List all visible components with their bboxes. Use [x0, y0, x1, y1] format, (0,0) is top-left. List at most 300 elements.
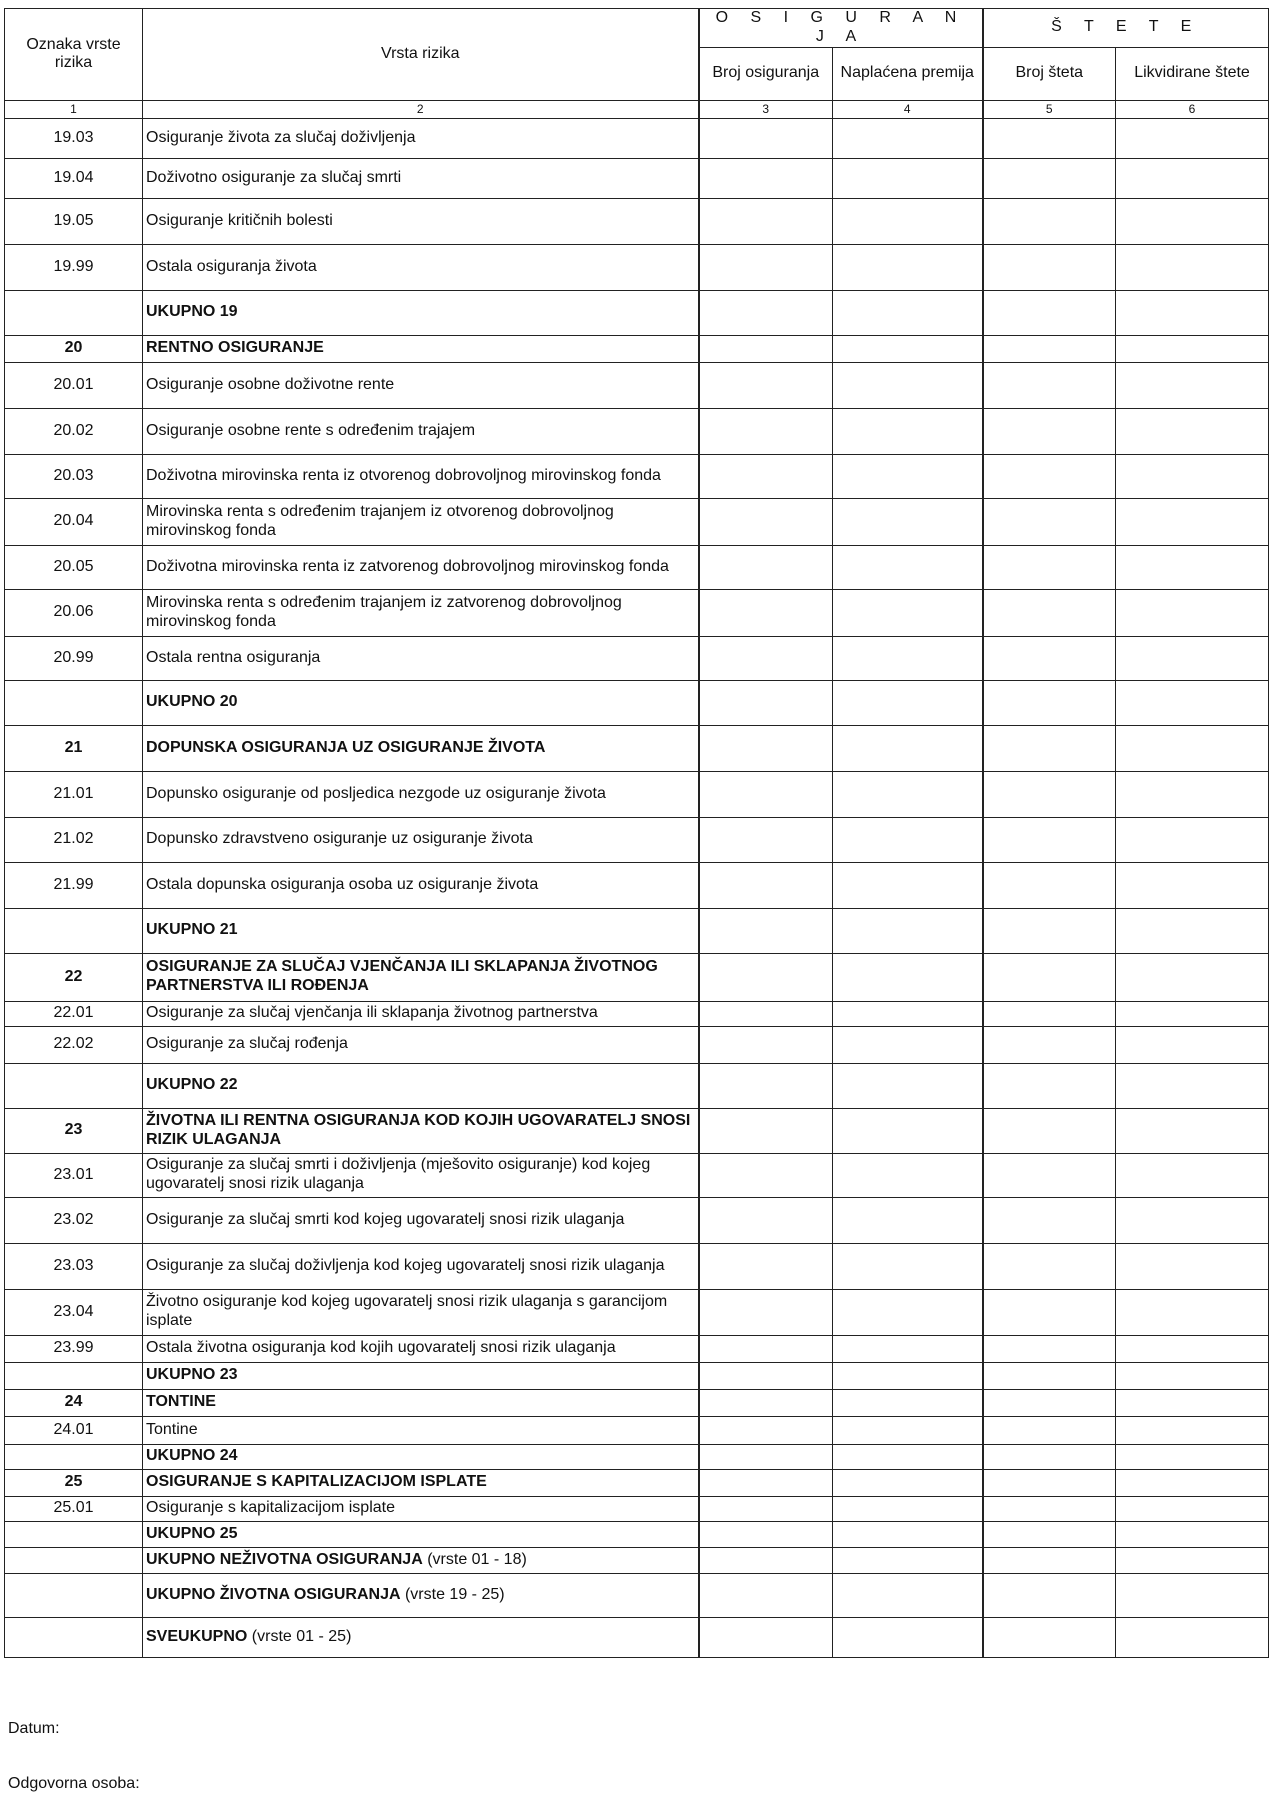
policy-count-cell[interactable]: [699, 1243, 833, 1289]
risk-code: 22.02: [5, 1026, 143, 1063]
claims-count-cell[interactable]: [983, 1001, 1116, 1026]
risk-name-text: Osiguranje osobne doživotne rente: [146, 375, 395, 393]
insurance-report-table: [4, 8, 1269, 1658]
risk-code: 23.02: [5, 1197, 143, 1243]
column-number: 5: [983, 100, 1116, 118]
risk-code: 20.04: [5, 498, 143, 545]
table-row: [5, 771, 1269, 817]
risk-code: 19.03: [5, 118, 143, 158]
risk-name-text: TONTINE: [146, 1393, 216, 1411]
risk-name-text: Osiguranje za slučaj smrti i doživljenja (mješovito osiguranje) kod kojeg ugovaratelj snosi rizik ulaganja: [146, 1156, 651, 1193]
risk-range-suffix: (vrste 19 - 25): [400, 1585, 505, 1603]
premium-collected-cell[interactable]: [833, 1063, 983, 1108]
risk-name-text: UKUPNO 23: [146, 1366, 238, 1384]
premium-collected-cell[interactable]: [833, 725, 983, 771]
risk-code: 25: [5, 1469, 143, 1496]
risk-code: 21.99: [5, 862, 143, 908]
policy-count-cell[interactable]: [699, 817, 833, 862]
total-row: [5, 1362, 1269, 1389]
risk-name-text: UKUPNO 24: [146, 1447, 238, 1465]
claims-count-cell[interactable]: [983, 545, 1116, 589]
premium-collected-cell[interactable]: [833, 1335, 983, 1362]
header-code-label: Oznaka vrste rizika: [5, 9, 143, 101]
table-row: [5, 545, 1269, 589]
total-row: [5, 680, 1269, 725]
claims-settled-cell[interactable]: [1116, 1026, 1269, 1063]
total-row: [5, 1573, 1269, 1617]
policy-count-cell[interactable]: [699, 1496, 833, 1521]
risk-name-text: Ostala rentna osiguranja: [146, 648, 321, 666]
claims-count-cell[interactable]: [983, 158, 1116, 198]
claims-count-cell[interactable]: [983, 408, 1116, 454]
premium-collected-cell[interactable]: [833, 1108, 983, 1153]
claims-settled-cell[interactable]: [1116, 408, 1269, 454]
premium-collected-cell[interactable]: [833, 1547, 983, 1573]
risk-code: 19.04: [5, 158, 143, 198]
claims-settled-cell[interactable]: [1116, 362, 1269, 408]
table-row: [5, 198, 1269, 244]
risk-name-text: Mirovinska renta s određenim trajanjem iz zatvorenog dobrovoljnog mirovinskog fonda: [146, 593, 622, 630]
risk-name: [143, 1001, 699, 1026]
risk-name: [143, 1469, 699, 1496]
risk-name-text: Dopunsko zdravstveno osiguranje uz osiguranje života: [146, 830, 533, 848]
risk-code: [5, 290, 143, 335]
claims-count-cell[interactable]: [983, 1026, 1116, 1063]
table-row: [5, 817, 1269, 862]
policy-count-cell[interactable]: [699, 362, 833, 408]
claims-count-cell[interactable]: [983, 1335, 1116, 1362]
claims-settled-cell[interactable]: [1116, 158, 1269, 198]
risk-name: [143, 1197, 699, 1243]
column-number: 1: [5, 100, 143, 118]
premium-collected-cell[interactable]: [833, 1469, 983, 1496]
risk-code: 19.99: [5, 244, 143, 290]
claims-count-cell[interactable]: [983, 1521, 1116, 1547]
claims-settled-cell[interactable]: [1116, 1243, 1269, 1289]
claims-settled-cell[interactable]: [1116, 244, 1269, 290]
policy-count-cell[interactable]: [699, 1335, 833, 1362]
risk-name: [143, 1416, 699, 1444]
risk-name: [143, 817, 699, 862]
premium-collected-cell[interactable]: [833, 198, 983, 244]
claims-count-cell[interactable]: [983, 1617, 1116, 1657]
claims-settled-cell[interactable]: [1116, 545, 1269, 589]
premium-collected-cell[interactable]: [833, 771, 983, 817]
risk-name: [143, 1289, 699, 1335]
risk-name: [143, 1617, 699, 1657]
policy-count-cell[interactable]: [699, 1521, 833, 1547]
premium-collected-cell[interactable]: [833, 1243, 983, 1289]
risk-name: [143, 1521, 699, 1547]
claims-settled-cell[interactable]: [1116, 1108, 1269, 1153]
claims-count-cell[interactable]: [983, 817, 1116, 862]
policy-count-cell[interactable]: [699, 1063, 833, 1108]
risk-name-text: Osiguranje osobne rente s određenim trajajem: [146, 421, 476, 439]
claims-count-cell[interactable]: [983, 725, 1116, 771]
group-row: [5, 953, 1269, 1001]
risk-name: [143, 1573, 699, 1617]
claims-count-cell[interactable]: [983, 1389, 1116, 1416]
premium-collected-cell[interactable]: [833, 498, 983, 545]
premium-collected-cell[interactable]: [833, 244, 983, 290]
risk-name: [143, 1026, 699, 1063]
premium-collected-cell[interactable]: [833, 1617, 983, 1657]
risk-name: [143, 725, 699, 771]
claims-count-cell[interactable]: [983, 1063, 1116, 1108]
risk-name-text: UKUPNO 21: [146, 921, 238, 939]
risk-name: [143, 158, 699, 198]
group-row: [5, 1389, 1269, 1416]
policy-count-cell[interactable]: [699, 1416, 833, 1444]
group-row: [5, 725, 1269, 771]
claims-settled-cell[interactable]: [1116, 1573, 1269, 1617]
policy-count-cell[interactable]: [699, 1389, 833, 1416]
header-type-label: Vrsta rizika: [143, 9, 699, 101]
risk-name-text: UKUPNO 20: [146, 693, 238, 711]
claims-settled-cell[interactable]: [1116, 1001, 1269, 1026]
premium-collected-cell[interactable]: [833, 545, 983, 589]
claims-settled-cell[interactable]: [1116, 1362, 1269, 1389]
claims-count-cell[interactable]: [983, 1243, 1116, 1289]
risk-name-text: Osiguranje za slučaj doživljenja kod kojeg ugovaratelj snosi rizik ulaganja: [146, 1256, 665, 1274]
claims-count-cell[interactable]: [983, 862, 1116, 908]
policy-count-cell[interactable]: [699, 198, 833, 244]
policy-count-cell[interactable]: [699, 1362, 833, 1389]
risk-name-text: Osiguranje kritičnih bolesti: [146, 211, 333, 229]
risk-name: [143, 1444, 699, 1469]
policy-count-cell[interactable]: [699, 725, 833, 771]
claims-count-cell[interactable]: [983, 362, 1116, 408]
claims-settled-cell[interactable]: [1116, 589, 1269, 636]
claims-count-cell[interactable]: [983, 1362, 1116, 1389]
claims-count-cell[interactable]: [983, 244, 1116, 290]
risk-code: 20.02: [5, 408, 143, 454]
risk-name: [143, 1335, 699, 1362]
premium-collected-cell[interactable]: [833, 1496, 983, 1521]
claims-settled-cell[interactable]: [1116, 198, 1269, 244]
policy-count-cell[interactable]: [699, 680, 833, 725]
premium-collected-cell[interactable]: [833, 1153, 983, 1197]
premium-collected-cell[interactable]: [833, 1389, 983, 1416]
premium-collected-cell[interactable]: [833, 589, 983, 636]
claims-settled-cell[interactable]: [1116, 725, 1269, 771]
risk-name: [143, 771, 699, 817]
policy-count-cell[interactable]: [699, 1001, 833, 1026]
policy-count-cell[interactable]: [699, 1573, 833, 1617]
total-row: [5, 1444, 1269, 1469]
table-row: [5, 408, 1269, 454]
risk-name-text: Ostala osiguranja života: [146, 257, 317, 275]
risk-name-text: UKUPNO 22: [146, 1076, 238, 1094]
table-row: [5, 498, 1269, 545]
premium-collected-cell[interactable]: [833, 335, 983, 362]
premium-collected-cell[interactable]: [833, 118, 983, 158]
premium-collected-cell[interactable]: [833, 454, 983, 498]
policy-count-cell[interactable]: [699, 335, 833, 362]
premium-collected-cell[interactable]: [833, 1026, 983, 1063]
claims-settled-cell[interactable]: [1116, 335, 1269, 362]
claims-count-cell[interactable]: [983, 118, 1116, 158]
claims-settled-cell[interactable]: [1116, 498, 1269, 545]
risk-code: 20.03: [5, 454, 143, 498]
claims-settled-cell[interactable]: [1116, 118, 1269, 158]
header-claims-group: Š T E T E: [983, 9, 1269, 48]
table-row: [5, 244, 1269, 290]
claims-count-cell[interactable]: [983, 953, 1116, 1001]
premium-collected-cell[interactable]: [833, 953, 983, 1001]
claims-count-cell[interactable]: [983, 1444, 1116, 1469]
table-row: [5, 1197, 1269, 1243]
claims-count-cell[interactable]: [983, 1469, 1116, 1496]
claims-settled-cell[interactable]: [1116, 1389, 1269, 1416]
total-row: [5, 1617, 1269, 1657]
risk-code: 20.06: [5, 589, 143, 636]
risk-name: [143, 589, 699, 636]
claims-count-cell[interactable]: [983, 498, 1116, 545]
premium-collected-cell[interactable]: [833, 1573, 983, 1617]
claims-settled-cell[interactable]: [1116, 636, 1269, 680]
risk-name-text: Osiguranje s kapitalizacijom isplate: [146, 1499, 395, 1517]
risk-name-text: Doživotno osiguranje za slučaj smrti: [146, 168, 402, 186]
premium-collected-cell[interactable]: [833, 862, 983, 908]
claims-count-cell[interactable]: [983, 198, 1116, 244]
risk-code: 23.04: [5, 1289, 143, 1335]
policy-count-cell[interactable]: [699, 118, 833, 158]
claims-count-cell[interactable]: [983, 1416, 1116, 1444]
risk-name: [143, 1496, 699, 1521]
premium-collected-cell[interactable]: [833, 908, 983, 953]
risk-name: [143, 118, 699, 158]
risk-name-text: OSIGURANJE ZA SLUČAJ VJENČANJA ILI SKLAPANJA ŽIVOTNOG PARTNERSTVA ILI ROĐENJA: [146, 958, 658, 995]
total-row: [5, 1063, 1269, 1108]
claims-settled-cell[interactable]: [1116, 1444, 1269, 1469]
claims-settled-cell[interactable]: [1116, 1289, 1269, 1335]
risk-name: [143, 636, 699, 680]
risk-name-text: OSIGURANJE S KAPITALIZACIJOM ISPLATE: [146, 1473, 487, 1491]
table-row: [5, 1153, 1269, 1197]
risk-code: 22.01: [5, 1001, 143, 1026]
risk-rows: [5, 118, 1269, 1657]
risk-name: [143, 908, 699, 953]
policy-count-cell[interactable]: [699, 290, 833, 335]
claims-count-cell[interactable]: [983, 1108, 1116, 1153]
policy-count-cell[interactable]: [699, 408, 833, 454]
claims-settled-cell[interactable]: [1116, 1617, 1269, 1657]
claims-settled-cell[interactable]: [1116, 454, 1269, 498]
table-row: [5, 1496, 1269, 1521]
policy-count-cell[interactable]: [699, 498, 833, 545]
header-claims-count: Broj šteta: [983, 47, 1116, 100]
policy-count-cell[interactable]: [699, 589, 833, 636]
premium-collected-cell[interactable]: [833, 362, 983, 408]
group-row: [5, 1469, 1269, 1496]
risk-name: [143, 362, 699, 408]
policy-count-cell[interactable]: [699, 1153, 833, 1197]
policy-count-cell[interactable]: [699, 908, 833, 953]
claims-settled-cell[interactable]: [1116, 290, 1269, 335]
policy-count-cell[interactable]: [699, 1108, 833, 1153]
premium-collected-cell[interactable]: [833, 290, 983, 335]
table-row: [5, 362, 1269, 408]
policy-count-cell[interactable]: [699, 1026, 833, 1063]
group-row: [5, 335, 1269, 362]
claims-count-cell[interactable]: [983, 1573, 1116, 1617]
risk-name: [143, 1153, 699, 1197]
risk-name: [143, 198, 699, 244]
premium-collected-cell[interactable]: [833, 636, 983, 680]
risk-code: 23.99: [5, 1335, 143, 1362]
premium-collected-cell[interactable]: [833, 817, 983, 862]
risk-code: [5, 1573, 143, 1617]
claims-count-cell[interactable]: [983, 636, 1116, 680]
claims-settled-cell[interactable]: [1116, 1063, 1269, 1108]
claims-settled-cell[interactable]: [1116, 680, 1269, 725]
claims-settled-cell[interactable]: [1116, 1197, 1269, 1243]
risk-code: [5, 680, 143, 725]
risk-name-text: Ostala dopunska osiguranja osoba uz osiguranje života: [146, 875, 539, 893]
risk-code: 20.99: [5, 636, 143, 680]
risk-name-text: Osiguranje za slučaj vjenčanja ili sklapanja životnog partnerstva: [146, 1004, 598, 1022]
risk-code: [5, 908, 143, 953]
claims-settled-cell[interactable]: [1116, 1469, 1269, 1496]
policy-count-cell[interactable]: [699, 244, 833, 290]
group-row: [5, 1108, 1269, 1153]
risk-code: 25.01: [5, 1496, 143, 1521]
policy-count-cell[interactable]: [699, 1444, 833, 1469]
premium-collected-cell[interactable]: [833, 1444, 983, 1469]
policy-count-cell[interactable]: [699, 953, 833, 1001]
claims-settled-cell[interactable]: [1116, 1335, 1269, 1362]
premium-collected-cell[interactable]: [833, 1362, 983, 1389]
claims-count-cell[interactable]: [983, 680, 1116, 725]
claims-settled-cell[interactable]: [1116, 908, 1269, 953]
risk-name-text: Osiguranje života za slučaj doživljenja: [146, 128, 416, 146]
risk-name: [143, 1063, 699, 1108]
table-row: [5, 118, 1269, 158]
risk-name-text: SVEUKUPNO: [146, 1627, 248, 1645]
claims-settled-cell[interactable]: [1116, 862, 1269, 908]
claims-count-cell[interactable]: [983, 335, 1116, 362]
premium-collected-cell[interactable]: [833, 408, 983, 454]
policy-count-cell[interactable]: [699, 1469, 833, 1496]
claims-count-cell[interactable]: [983, 908, 1116, 953]
policy-count-cell[interactable]: [699, 636, 833, 680]
policy-count-cell[interactable]: [699, 1617, 833, 1657]
risk-name: [143, 545, 699, 589]
claims-count-cell[interactable]: [983, 1153, 1116, 1197]
claims-settled-cell[interactable]: [1116, 1521, 1269, 1547]
risk-name-text: Osiguranje za slučaj rođenja: [146, 1035, 348, 1053]
header-policy-count: Broj osiguranja: [699, 47, 833, 100]
table-row: [5, 589, 1269, 636]
risk-code: 21.02: [5, 817, 143, 862]
risk-name: [143, 1389, 699, 1416]
policy-count-cell[interactable]: [699, 1289, 833, 1335]
policy-count-cell[interactable]: [699, 1197, 833, 1243]
claims-settled-cell[interactable]: [1116, 953, 1269, 1001]
risk-name: [143, 680, 699, 725]
claims-settled-cell[interactable]: [1116, 771, 1269, 817]
total-row: [5, 908, 1269, 953]
risk-name: [143, 1243, 699, 1289]
risk-code: 23.03: [5, 1243, 143, 1289]
risk-range-suffix: (vrste 01 - 25): [247, 1627, 352, 1645]
policy-count-cell[interactable]: [699, 158, 833, 198]
total-row: [5, 290, 1269, 335]
policy-count-cell[interactable]: [699, 545, 833, 589]
total-row: [5, 1521, 1269, 1547]
claims-count-cell[interactable]: [983, 1496, 1116, 1521]
risk-name: [143, 498, 699, 545]
risk-code: 20.05: [5, 545, 143, 589]
risk-name-text: UKUPNO 25: [146, 1524, 238, 1542]
risk-name-text: Mirovinska renta s određenim trajanjem iz otvorenog dobrovoljnog mirovinskog fonda: [146, 502, 614, 539]
policy-count-cell[interactable]: [699, 771, 833, 817]
responsible-person-label: Odgovorna osoba:: [8, 1775, 140, 1792]
header-claims-settled: Likvidirane štete: [1116, 47, 1269, 100]
risk-name-text: Dopunsko osiguranje od posljedica nezgode uz osiguranje života: [146, 784, 606, 802]
total-row: [5, 1547, 1269, 1573]
risk-code: 21: [5, 725, 143, 771]
risk-name-text: UKUPNO ŽIVOTNA OSIGURANJA: [146, 1585, 401, 1603]
date-label: Datum:: [8, 1720, 60, 1737]
claims-settled-cell[interactable]: [1116, 1547, 1269, 1573]
header-insurance-group: O S I G U R A N J A: [699, 9, 983, 48]
policy-count-cell[interactable]: [699, 862, 833, 908]
claims-count-cell[interactable]: [983, 1289, 1116, 1335]
risk-name-text: Ostala životna osiguranja kod kojih ugovaratelj snosi rizik ulaganja: [146, 1339, 616, 1357]
claims-settled-cell[interactable]: [1116, 1496, 1269, 1521]
premium-collected-cell[interactable]: [833, 1197, 983, 1243]
risk-code: [5, 1444, 143, 1469]
risk-name-text: UKUPNO NEŽIVOTNA OSIGURANJA: [146, 1550, 423, 1568]
claims-settled-cell[interactable]: [1116, 1416, 1269, 1444]
column-number: 3: [699, 100, 833, 118]
risk-name-text: Osiguranje za slučaj smrti kod kojeg ugovaratelj snosi rizik ulaganja: [146, 1210, 625, 1228]
column-number: 6: [1116, 100, 1269, 118]
claims-count-cell[interactable]: [983, 1547, 1116, 1573]
header-premium-collected: Naplaćena premija: [833, 47, 983, 100]
premium-collected-cell[interactable]: [833, 1289, 983, 1335]
claims-settled-cell[interactable]: [1116, 1153, 1269, 1197]
claims-count-cell[interactable]: [983, 290, 1116, 335]
claims-settled-cell[interactable]: [1116, 817, 1269, 862]
table-row: [5, 636, 1269, 680]
column-number: 2: [143, 100, 699, 118]
risk-code: 19.05: [5, 198, 143, 244]
premium-collected-cell[interactable]: [833, 158, 983, 198]
risk-name-text: Doživotna mirovinska renta iz zatvorenog dobrovoljnog mirovinskog fonda: [146, 557, 669, 575]
table-row: [5, 1243, 1269, 1289]
claims-count-cell[interactable]: [983, 589, 1116, 636]
premium-collected-cell[interactable]: [833, 680, 983, 725]
risk-code: [5, 1521, 143, 1547]
claims-count-cell[interactable]: [983, 1197, 1116, 1243]
risk-name: [143, 335, 699, 362]
risk-code: 20.01: [5, 362, 143, 408]
premium-collected-cell[interactable]: [833, 1521, 983, 1547]
risk-name: [143, 408, 699, 454]
claims-count-cell[interactable]: [983, 454, 1116, 498]
risk-name: [143, 1108, 699, 1153]
policy-count-cell[interactable]: [699, 1547, 833, 1573]
premium-collected-cell[interactable]: [833, 1416, 983, 1444]
policy-count-cell[interactable]: [699, 454, 833, 498]
risk-name-text: ŽIVOTNA ILI RENTNA OSIGURANJA KOD KOJIH UGOVARATELJ SNOSI RIZIK ULAGANJA: [146, 1111, 691, 1148]
claims-count-cell[interactable]: [983, 771, 1116, 817]
premium-collected-cell[interactable]: [833, 1001, 983, 1026]
risk-name-text: RENTNO OSIGURANJE: [146, 339, 324, 357]
